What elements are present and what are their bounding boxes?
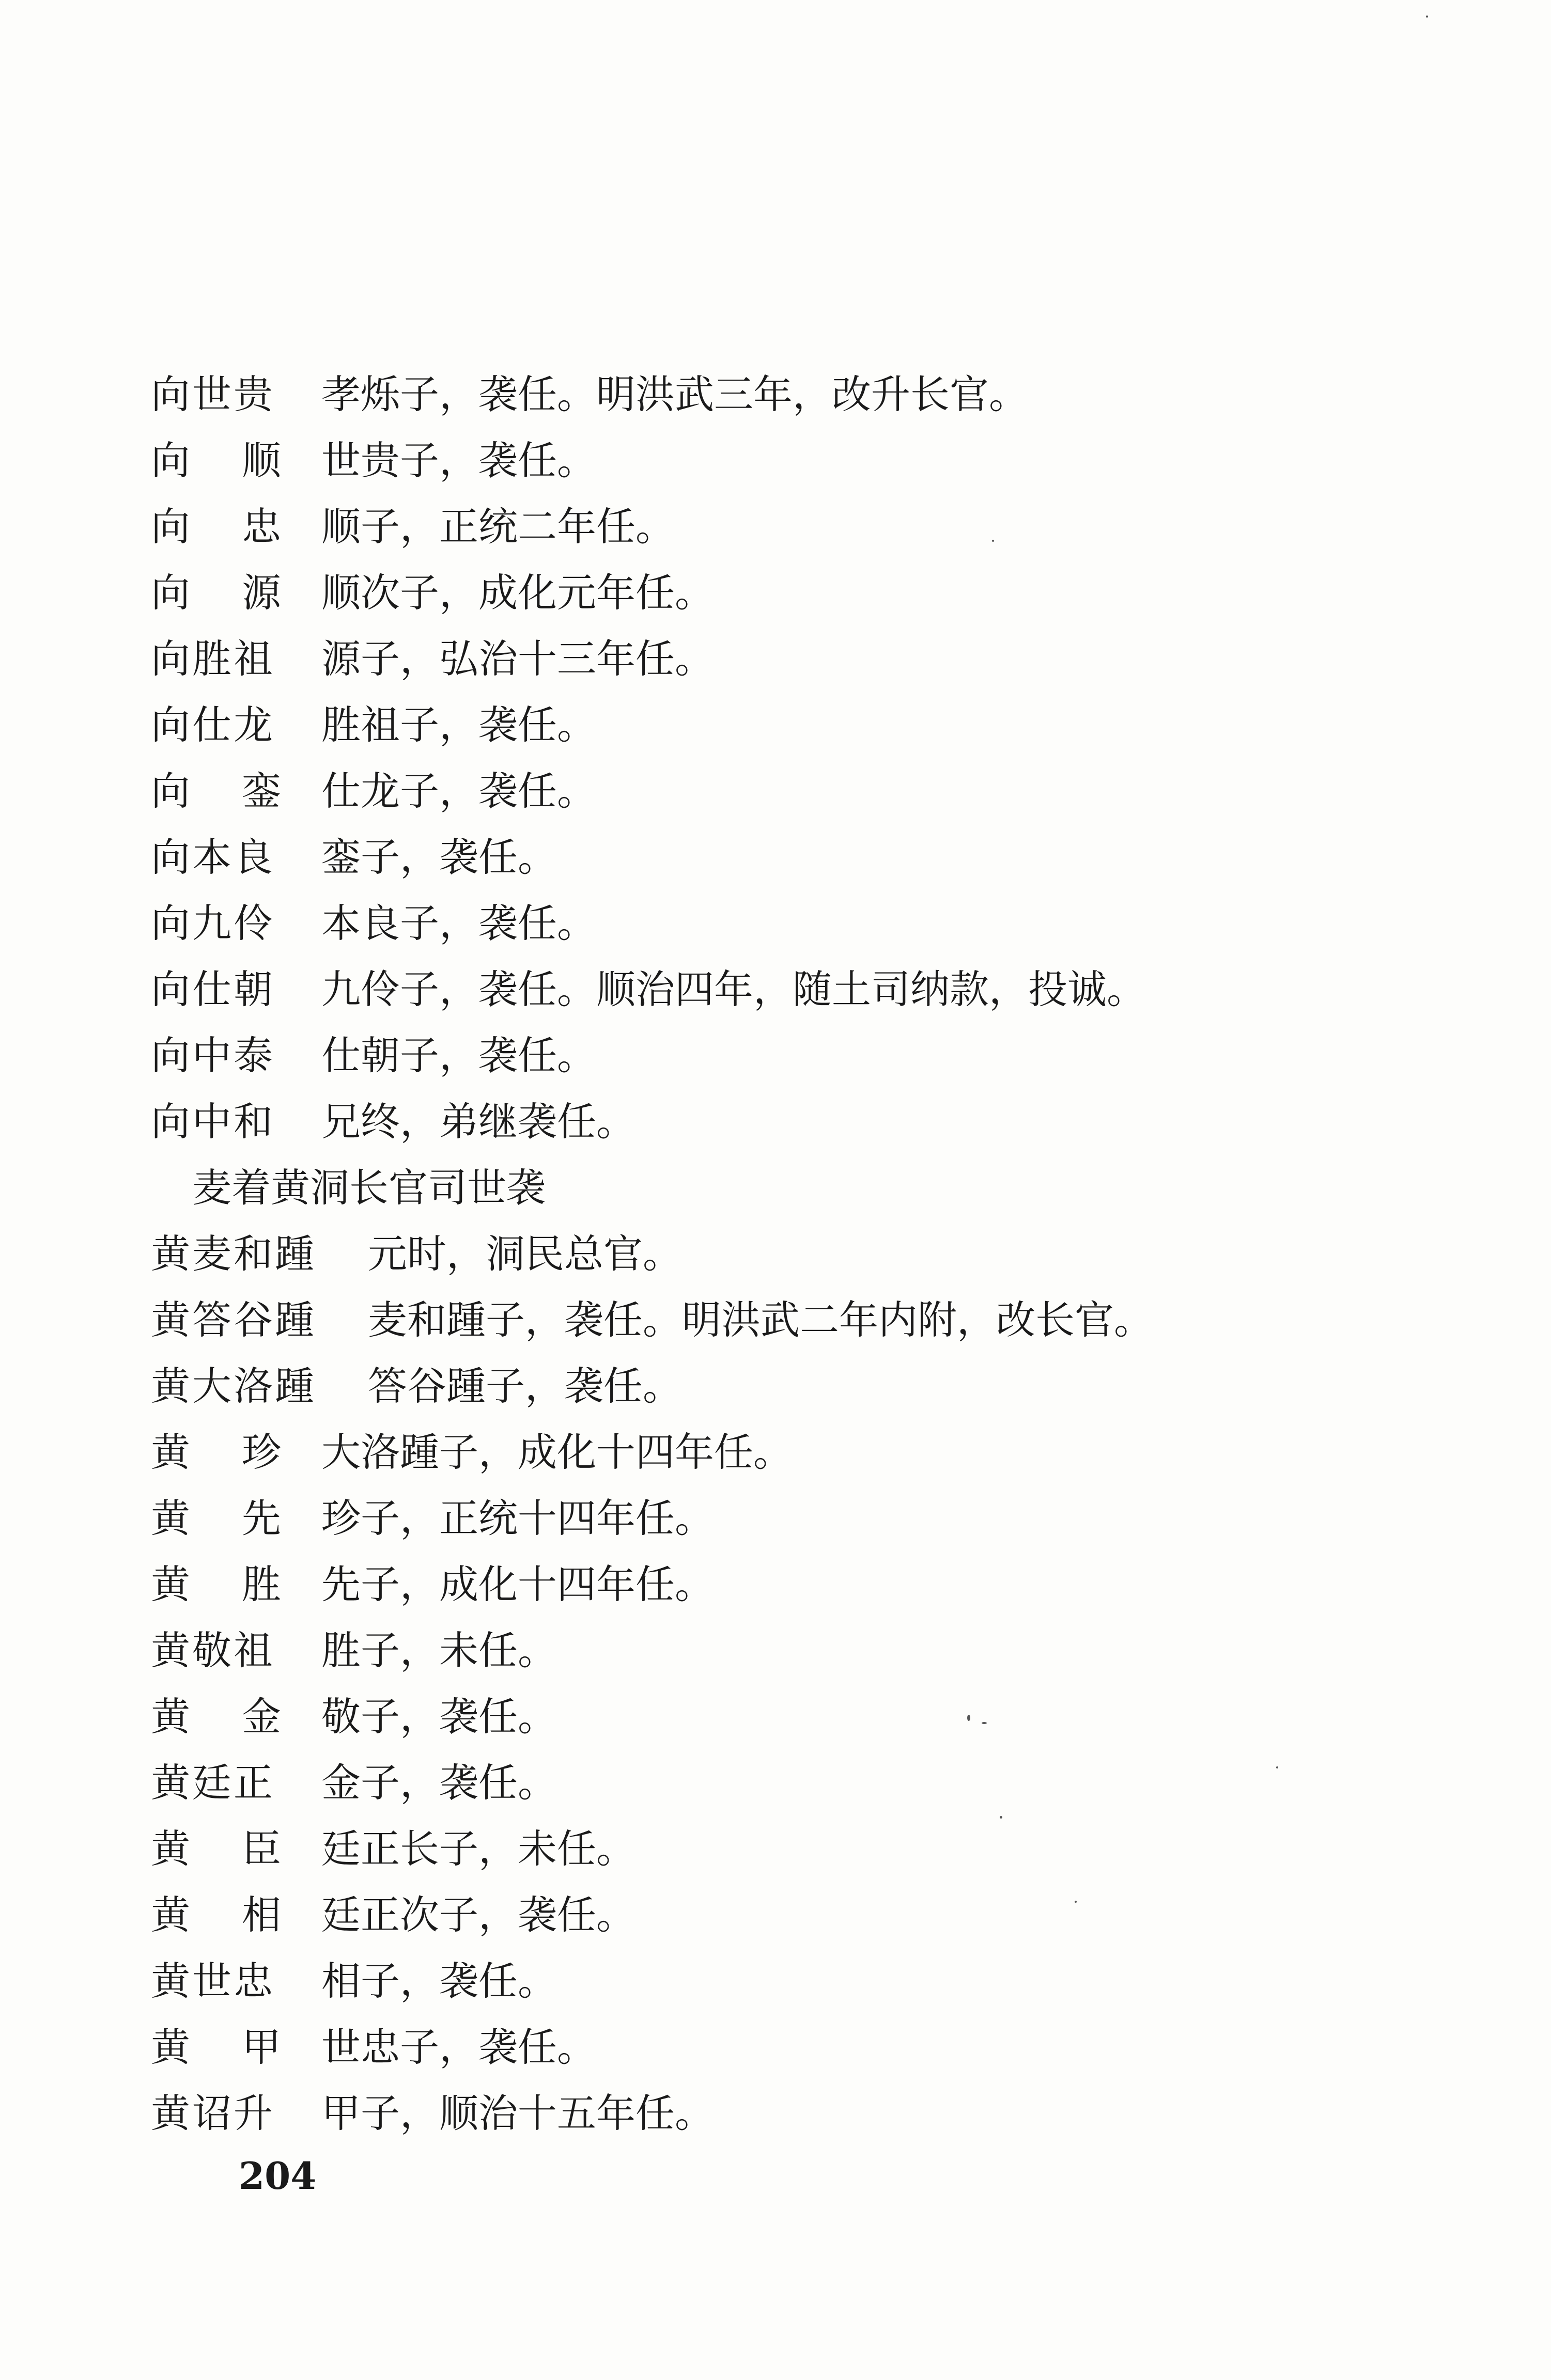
list-item [151, 1552, 1443, 1618]
list-item [151, 1287, 1443, 1353]
list-item [151, 626, 1443, 692]
list-item [151, 1816, 1443, 1882]
entry-desc: 顺子，正统二年任。 [321, 504, 675, 550]
list-item [151, 1419, 1443, 1485]
entry-desc: 九伶子，袭任。顺治四年，随土司纳款，投诚。 [321, 966, 1146, 1012]
entry-desc: 廷正长子，未任。 [321, 1826, 635, 1872]
entry-desc: 大洛踵子，成化十四年任。 [321, 1429, 793, 1475]
list-item [151, 890, 1443, 957]
entry-desc: 仕龙子，袭任。 [321, 768, 596, 814]
entry-name: 黄敬祖 [151, 1627, 275, 1673]
entry-name: 向仕朝 [151, 966, 275, 1012]
list-item [151, 692, 1443, 758]
list-item [151, 428, 1443, 494]
list-item [151, 1618, 1443, 1684]
list-item [151, 1485, 1443, 1552]
entry-name: 黄珍 [151, 1429, 333, 1475]
entry-name: 黄廷正 [151, 1760, 275, 1806]
list-item [151, 1684, 1443, 1750]
entry-desc: 元时，洞民总官。 [368, 1231, 682, 1277]
entry-name: 向世贵 [151, 371, 275, 417]
entry-name: 向本良 [151, 834, 275, 880]
entry-desc: 源子，弘治十三年任。 [321, 636, 714, 682]
entry-desc: 敬子，袭任。 [321, 1694, 557, 1740]
entry-name: 向顺 [151, 437, 333, 483]
list-item [151, 2014, 1443, 2080]
entry-name: 黄金 [151, 1694, 333, 1740]
entry-desc: 胜子，未任。 [321, 1627, 557, 1673]
page-number: 204 [239, 2154, 317, 2198]
entry-desc: 先子，成化十四年任。 [321, 1561, 714, 1607]
list-item [151, 1089, 1443, 1155]
entry-name: 黄诏升 [151, 2090, 275, 2136]
entry-name: 向中泰 [151, 1032, 275, 1078]
entry-name: 黄臣 [151, 1826, 333, 1872]
entry-name: 黄答谷踵 [151, 1297, 316, 1343]
list-item [151, 758, 1443, 824]
entry-name: 向仕龙 [151, 702, 275, 748]
scan-speck [1426, 15, 1428, 18]
entry-desc: 顺次子，成化元年任。 [321, 570, 714, 616]
entry-name: 黄胜 [151, 1561, 333, 1607]
entry-name: 向源 [151, 570, 333, 616]
list-item [151, 1221, 1443, 1287]
list-item [151, 560, 1443, 626]
entry-name: 黄大洛踵 [151, 1363, 316, 1409]
entry-desc: 金子，袭任。 [321, 1760, 557, 1806]
entry-desc: 銮子，袭任。 [321, 834, 557, 880]
entry-name: 黄世忠 [151, 1958, 275, 2004]
list-item [151, 362, 1443, 428]
entry-desc: 本良子，袭任。 [321, 900, 596, 946]
text-body [151, 362, 1443, 2147]
entry-name: 向胜祖 [151, 636, 275, 682]
scan-speck [1000, 1816, 1002, 1819]
entry-name: 向忠 [151, 504, 333, 550]
entry-desc: 相子，袭任。 [321, 1958, 557, 2004]
list-item [151, 1023, 1443, 1089]
list-item [151, 494, 1443, 560]
entry-desc: 廷正次子，袭任。 [321, 1892, 635, 1938]
entry-name: 向銮 [151, 768, 333, 814]
list-item [151, 1750, 1443, 1816]
entry-name: 黄先 [151, 1495, 333, 1541]
list-item [151, 824, 1443, 890]
entry-desc: 答谷踵子，袭任。 [368, 1363, 682, 1409]
entry-desc: 兄终，弟继袭任。 [321, 1099, 635, 1145]
entry-name: 黄相 [151, 1892, 333, 1938]
entry-name: 向中和 [151, 1099, 275, 1145]
entry-desc: 甲子，顺治十五年任。 [321, 2090, 714, 2136]
scan-speck [982, 1722, 987, 1724]
section-heading: 麦着黄洞长官司世袭 [192, 1165, 546, 1211]
list-item [151, 1882, 1443, 1948]
entry-desc: 孝烁子，袭任。明洪武三年，改升长官。 [321, 371, 1028, 417]
entry-desc: 仕朝子，袭任。 [321, 1032, 596, 1078]
entry-desc: 胜祖子，袭任。 [321, 702, 596, 748]
entry-desc: 麦和踵子，袭任。明洪武二年内附，改长官。 [368, 1297, 1153, 1343]
list-item [151, 957, 1443, 1023]
scan-speck [967, 1715, 970, 1721]
entry-desc: 世贵子，袭任。 [321, 437, 596, 483]
list-item [151, 1948, 1443, 2014]
scan-speck [1075, 1901, 1077, 1903]
entry-name: 向九伶 [151, 900, 275, 946]
entry-desc: 世忠子，袭任。 [321, 2024, 596, 2070]
entry-name: 黄麦和踵 [151, 1231, 316, 1277]
list-item [151, 2080, 1443, 2147]
entry-desc: 珍子，正统十四年任。 [321, 1495, 714, 1541]
entry-name: 黄甲 [151, 2024, 333, 2070]
scan-speck [992, 540, 994, 542]
list-item [151, 1353, 1443, 1419]
scan-speck [1276, 1766, 1278, 1768]
